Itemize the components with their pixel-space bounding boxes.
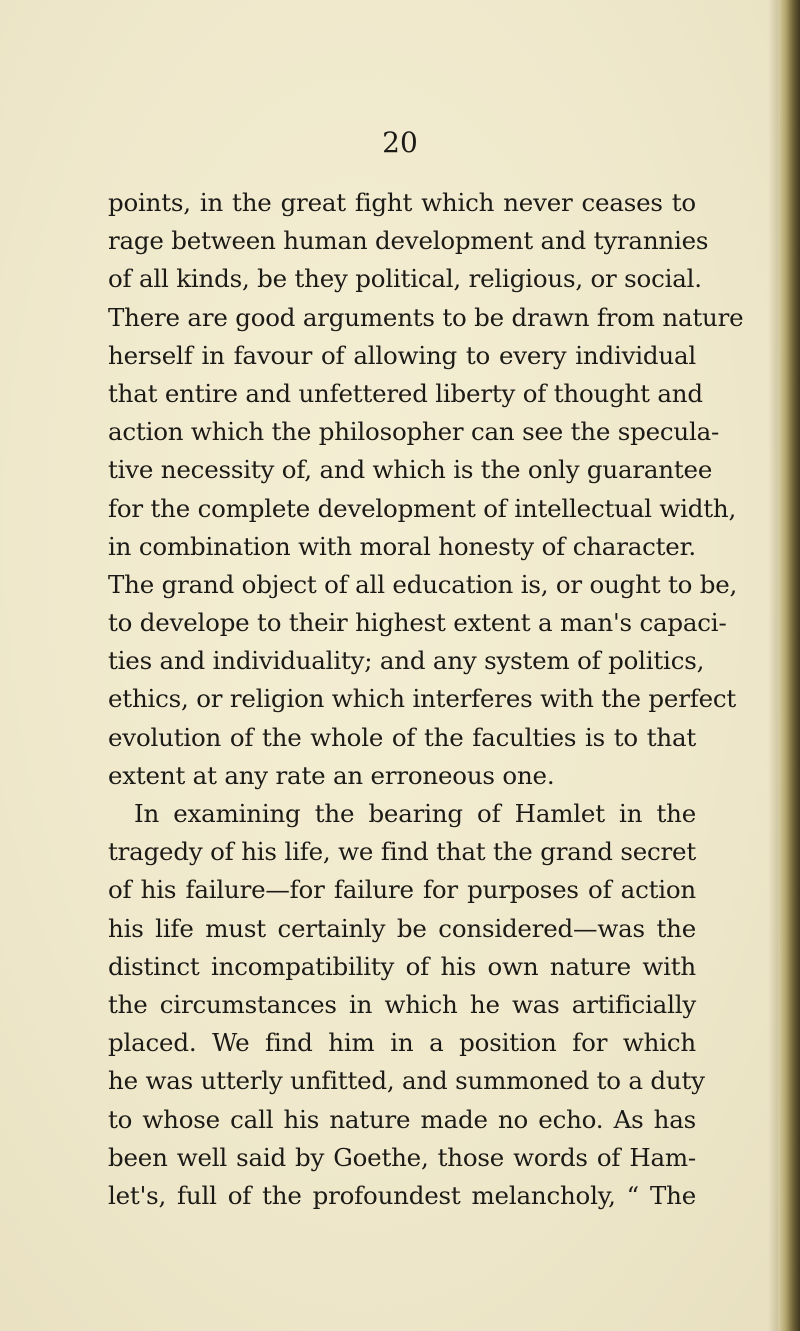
text-line: to develope to their highest extent a man's capaci- bbox=[108, 608, 727, 638]
text-line: tive necessity of, and which is the only guarantee bbox=[108, 455, 713, 485]
text-line: extent at any rate an erroneous one. bbox=[108, 760, 555, 790]
text-line: herself in favour of allowing to every individual bbox=[108, 340, 696, 370]
text-line: of his failure—for failure for purposes of action bbox=[108, 875, 696, 905]
text-line: rage between human development and tyrannies bbox=[108, 226, 709, 256]
text-line: of all kinds, be they political, religious, or social. bbox=[108, 264, 702, 294]
body-text bbox=[108, 184, 744, 1215]
text-line: ethics, or religion which interferes with the perfect bbox=[108, 684, 737, 714]
text-line: the circumstances in which he was artificially bbox=[108, 989, 696, 1019]
text-line: he was utterly unfitted, and summoned to a duty bbox=[108, 1066, 705, 1096]
text-line: placed. We find him in a position for which bbox=[108, 1028, 696, 1058]
text-line: evolution of the whole of the faculties is to that bbox=[108, 722, 696, 752]
text-line: ties and individuality; and any system of politics, bbox=[108, 646, 705, 676]
page-edge bbox=[778, 0, 800, 1331]
text-line: There are good arguments to be drawn from nature bbox=[108, 302, 744, 332]
text-line: distinct incompatibility of his own nature with bbox=[108, 951, 696, 981]
text-line: tragedy of his life, we find that the grand secret bbox=[108, 837, 696, 867]
page-gutter-shadow bbox=[768, 0, 778, 1331]
text-line: In examining the bearing of Hamlet in the bbox=[134, 799, 696, 828]
text-line: let's, full of the profoundest melancholy, “ The bbox=[108, 1180, 696, 1210]
text-line: to whose call his nature made no echo. As has bbox=[108, 1104, 696, 1134]
text-line: in combination with moral honesty of character. bbox=[108, 531, 696, 561]
text-line: been well said by Goethe, those words of Ham- bbox=[108, 1142, 696, 1172]
text-line: for the complete development of intellectual width, bbox=[108, 493, 737, 523]
text-line: points, in the great fight which never ceases to bbox=[108, 188, 696, 217]
text-line: his life must certainly be considered—was the bbox=[108, 913, 696, 943]
text-line: The grand object of all education is, or ought to be, bbox=[108, 569, 738, 599]
page-number: 20 bbox=[382, 126, 418, 159]
text-line: action which the philosopher can see the specula- bbox=[108, 417, 720, 447]
text-line: that entire and unfettered liberty of thought and bbox=[108, 378, 703, 408]
